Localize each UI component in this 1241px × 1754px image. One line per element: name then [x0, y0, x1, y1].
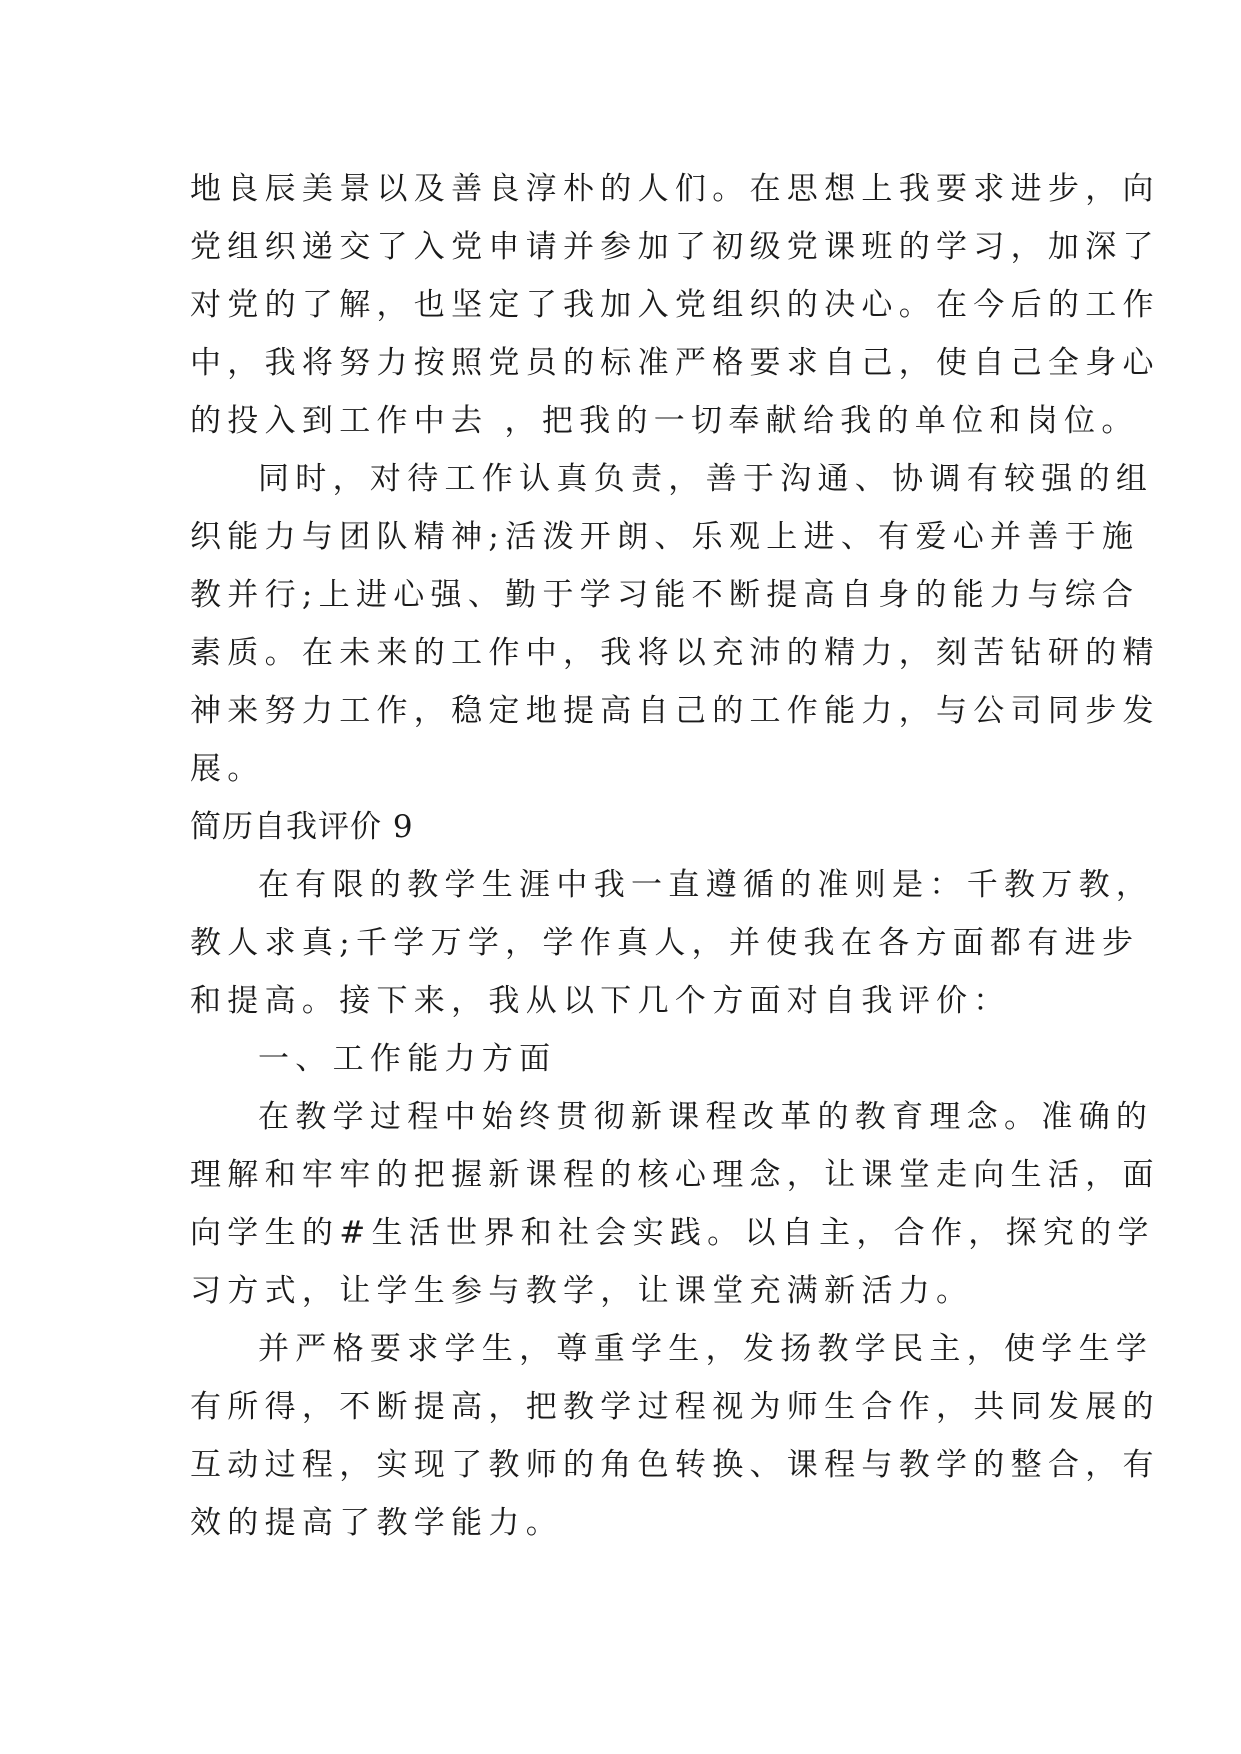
paragraph-line: 并严格要求学生，尊重学生，发扬教学民主，使学生学 [258, 1331, 1154, 1367]
paragraph-line: 互动过程，实现了教师的角色转换、课程与教学的整合，有 [190, 1447, 1160, 1483]
paragraph-line: 中，我将努力按照党员的标准严格要求自己，使自己全身心 [190, 345, 1160, 381]
paragraph-line: 地良辰美景以及善良淳朴的人们。在思想上我要求进步，向 [190, 171, 1160, 207]
paragraph-line: 理解和牢牢的把握新课程的核心理念，让课堂走向生活，面 [190, 1157, 1160, 1193]
section-heading: 简历自我评价 9 [190, 809, 414, 845]
paragraph-line: 在有限的教学生涯中我一直遵循的准则是：千教万教， [258, 867, 1154, 903]
subsection-heading: 一、工作能力方面 [258, 1041, 557, 1077]
paragraph-line: 党组织递交了入党申请并参加了初级党课班的学习，加深了 [190, 229, 1160, 265]
paragraph-line: 的投入到工作中去 ，把我的一切奉献给我的单位和岗位。 [190, 403, 1139, 439]
paragraph-line: 有所得，不断提高，把教学过程视为师生合作，共同发展的 [190, 1389, 1160, 1425]
paragraph-line: 展。 [190, 751, 265, 787]
paragraph-line: 习方式，让学生参与教学，让课堂充满新活力。 [190, 1273, 974, 1309]
paragraph-line: 织能力与团队精神;活泼开朗、乐观上进、有爱心并善于施 [190, 519, 1140, 555]
paragraph-line: 教并行;上进心强、勤于学习能不断提高自身的能力与综合 [190, 577, 1140, 613]
paragraph-line: 向学生的#生活世界和社会实践。以自主，合作，探究的学 [190, 1215, 1155, 1251]
paragraph-line: 教人求真;千学万学，学作真人，并使我在各方面都有进步 [190, 925, 1140, 961]
paragraph-line: 和提高。接下来，我从以下几个方面对自我评价： [190, 983, 1011, 1019]
paragraph-line: 效的提高了教学能力。 [190, 1505, 563, 1541]
paragraph-line: 对党的了解，也坚定了我加入党组织的决心。在今后的工作 [190, 287, 1160, 323]
paragraph-line: 同时，对待工作认真负责，善于沟通、协调有较强的组 [258, 461, 1154, 497]
paragraph-line: 在教学过程中始终贯彻新课程改革的教育理念。准确的 [258, 1099, 1154, 1135]
paragraph-line: 素质。在未来的工作中，我将以充沛的精力，刻苦钻研的精 [190, 635, 1160, 671]
paragraph-line: 神来努力工作，稳定地提高自己的工作能力，与公司同步发 [190, 693, 1160, 729]
